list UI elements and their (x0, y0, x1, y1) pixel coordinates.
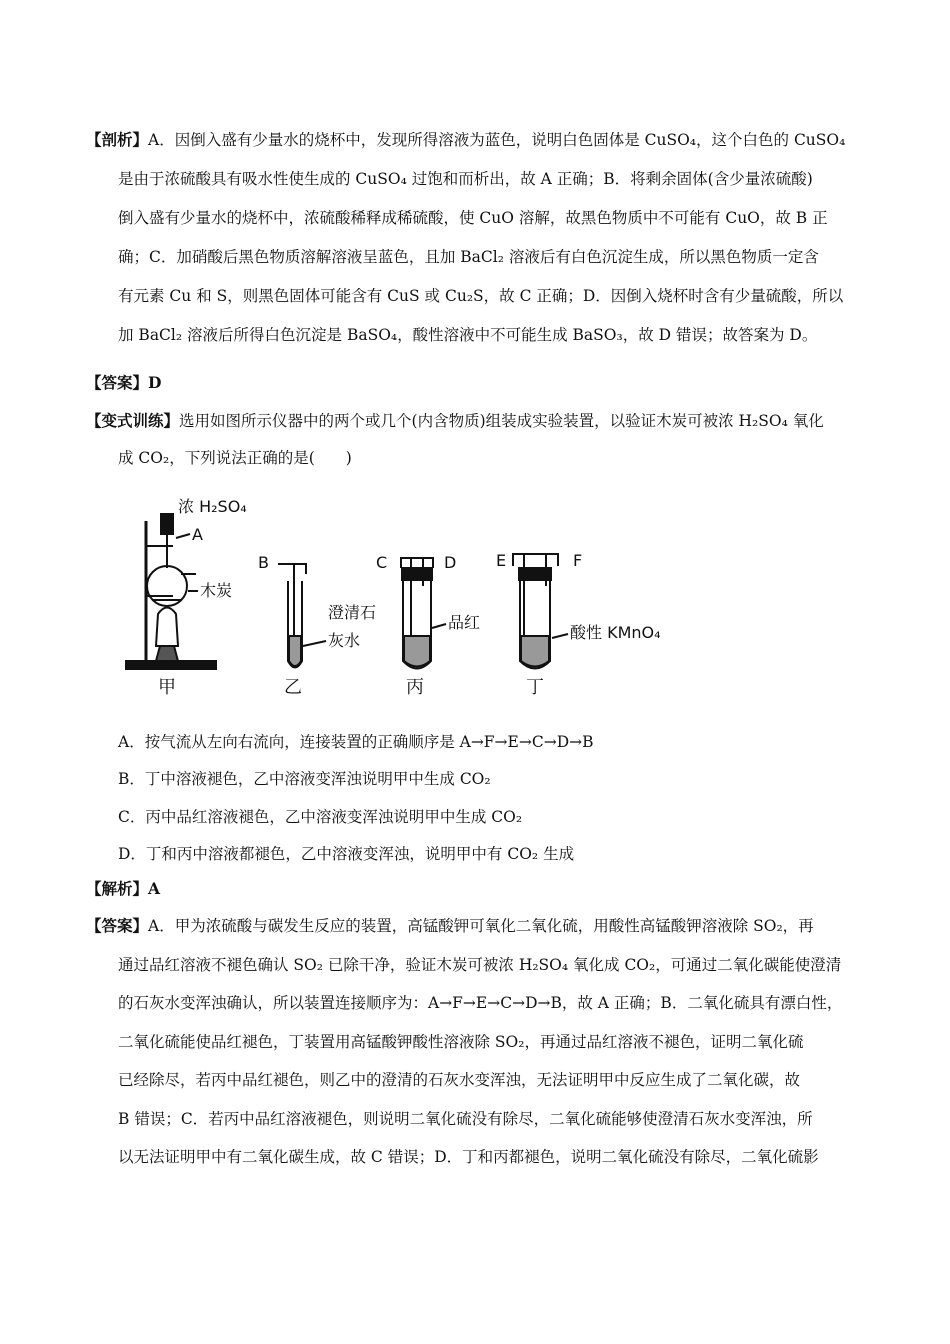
option-d: D．丁和丙中溶液都褪色，乙中溶液变浑浊，说明甲中有 CO₂ 生成 (118, 845, 575, 863)
name-jia: 甲 (158, 677, 176, 698)
option-b: B．丁中溶液褪色，乙中溶液变浑浊说明甲中生成 CO₂ (118, 770, 491, 788)
answer-value: D (148, 373, 162, 392)
name-bing: 丙 (406, 677, 424, 698)
limewater-label-2: 灰水 (328, 631, 361, 650)
analysis-tag: 【剖析】 (86, 130, 149, 149)
answer2-line-6: B 错误；C．若丙中品红溶液褪色，则说明二氧化硫没有除尽，二氧化硫能够使澄清石灰水变浑浊，所 (118, 1109, 813, 1128)
answer2-tag: 【答案】 (86, 916, 149, 935)
kmno4-label: 酸性 KMnO₄ (570, 623, 661, 642)
letter-e: E (496, 551, 507, 570)
option-a: A．按气流从左向右流向，连接装置的正确顺序是 A→F→E→C→D→B (118, 733, 594, 751)
analysis2-value: A (148, 879, 161, 898)
answer2-line-7: 以无法证明甲中有二氧化碳生成，故 C 错误；D．丁和丙都褪色，说明二氧化硫没有除尽，二氧化硫影 (118, 1148, 819, 1166)
exercise-line-2: 成 CO₂，下列说法正确的是( ) (118, 449, 352, 467)
answer2-line-5: 已经除尽，若丙中品红褪色，则乙中的澄清的石灰水变浑浊，无法证明甲中反应生成了二氧化碳，故 (118, 1071, 801, 1089)
answer-block-2 (86, 907, 886, 1177)
letter-f: F (573, 551, 583, 570)
analysis-line-4: 确；C．加硝酸后黑色物质溶解溶液呈蓝色，且加 BaCl₂ 溶液后有白色沉淀生成，所以黑色物质一定含 (118, 248, 819, 266)
analysis-line-1: 【剖析】A．因倒入盛有少量水的烧杯中，发现所得溶液为蓝色，说明白色固体是 CuSO₄，这个白色的 CuSO₄ (86, 130, 846, 149)
limewater-label-1: 澄清石 (328, 603, 377, 622)
letter-a: A (192, 525, 203, 544)
analysis-block (86, 120, 886, 355)
letter-d: D (444, 553, 457, 572)
apparatus-yi (278, 564, 306, 668)
exercise-tag: 【变式训练】 (86, 411, 180, 430)
exercise-block (86, 402, 886, 477)
answer2-line-2: 通过品红溶液不褪色确认 SO₂ 已除干净，验证木炭可被浓 H₂SO₄ 氧化成 CO₂，可通过二氧化碳能使澄清 (118, 955, 842, 974)
analysis-line-3: 倒入盛有少量水的烧杯中，浓硫酸稀释成稀硫酸，使 CuO 溶解，故黑色物质中不可能有 CuO，故 B 正 (118, 209, 828, 227)
red-label: 品红 (448, 613, 481, 632)
apparatus-figure (118, 496, 718, 701)
carbon-label: 木炭 (200, 581, 233, 600)
analysis2-tag: 【解析】 (86, 879, 149, 898)
analysis-block-2 (86, 870, 886, 908)
name-ding: 丁 (526, 677, 544, 698)
analysis-line-6: 加 BaCl₂ 溶液后所得白色沉淀是 BaSO₄，酸性溶液中不可能生成 BaSO₃，故 D 错误；故答案为 D。 (118, 326, 818, 344)
acid-label: 浓 H₂SO₄ (178, 497, 247, 516)
answer-tag: 【答案】 (86, 373, 149, 392)
answer2-line-1: A．甲为浓硫酸与碳发生反应的装置，高锰酸钾可氧化二氧化硫，用酸性高锰酸钾溶液除 SO₂，再 (148, 917, 814, 935)
analysis-line-2: 是由于浓硫酸具有吸水性使生成的 CuSO₄ 过饱和而析出，故 A 正确；B．将剩余固体(含少量浓硫酸) (118, 170, 813, 188)
option-c: C．丙中品红溶液褪色，乙中溶液变浑浊说明甲中生成 CO₂ (118, 808, 523, 826)
apparatus-bing (401, 558, 433, 669)
name-yi: 乙 (284, 677, 302, 698)
analysis-line-5: 有元素 Cu 和 S，则黑色固体可能含有 CuS 或 Cu₂S，故 C 正确；D．因倒入烧杯时含有少量硫酸，所以 (118, 287, 844, 305)
apparatus-ding (513, 554, 558, 669)
letter-c: C (376, 553, 388, 572)
answer-block-1 (86, 364, 886, 402)
exercise-line-1: 选用如图所示仪器中的两个或几个(内含物质)组装成实验装置，以验证木炭可被浓 H₂SO₄ 氧化 (179, 412, 824, 430)
letter-b: B (258, 553, 269, 572)
answer2-line-3: 的石灰水变浑浊确认，所以装置连接顺序为：A→F→E→C→D→B，故 A 正确；B．二氧化硫具有漂白性， (118, 994, 843, 1012)
answer2-line-4: 二氧化硫能使品红褪色，丁装置用高锰酸钾酸性溶液除 SO₂，再通过品红溶液不褪色，证明二氧化硫 (118, 1032, 804, 1051)
